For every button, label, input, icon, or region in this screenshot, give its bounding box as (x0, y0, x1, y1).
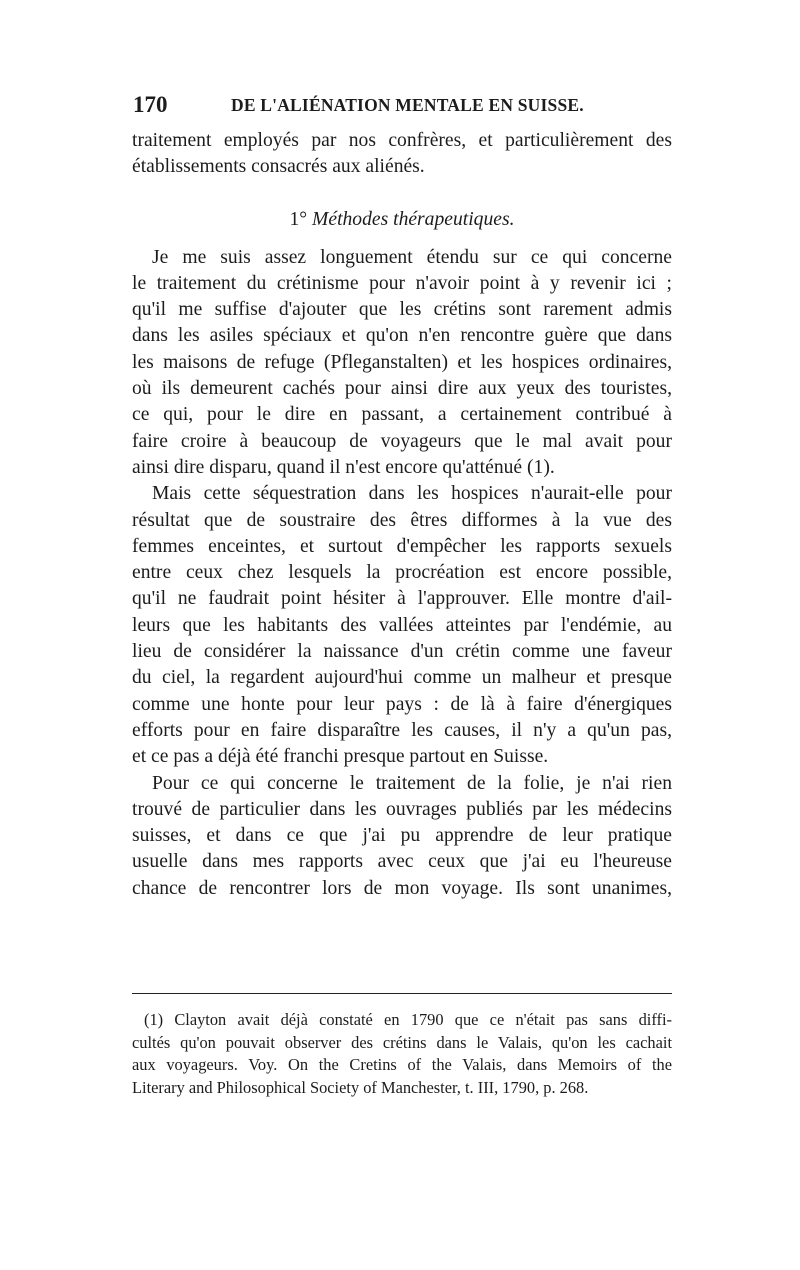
text-line: lieu de considérer la naissance d'un crétin comme une faveur (132, 641, 672, 663)
section-ordinal: 1° (289, 208, 308, 230)
text-line: trouvé de particulier dans les ouvrages publiés par les médecins (132, 798, 672, 820)
continuation-paragraph (132, 128, 672, 181)
text-line: qu'il ne faudrait point hésiter à l'approuver. Elle montre d'ail- (132, 588, 672, 610)
text-line: femmes enceintes, et surtout d'empêcher les rapports sexuels (132, 535, 672, 557)
text-line: résultat que de soustraire des êtres difformes à la vue des (132, 509, 672, 531)
text-line: les maisons de refuge (Pfleganstalten) et les hospices ordinaires, (132, 351, 672, 373)
text-line: usuelle dans mes rapports avec ceux que j'ai eu l'heureuse (132, 851, 672, 873)
running-head: DE L'ALIÉNATION MENTALE EN SUISSE. (231, 95, 584, 115)
text-line: ainsi dire disparu, quand il n'est encore qu'atténué (1). (132, 456, 555, 478)
page-header (133, 92, 678, 122)
footnote-line: cultés qu'on pouvait observer des crétins dans le Valais, qu'on les cachait (132, 1032, 672, 1052)
text-line: Pour ce qui concerne le traitement de la folie, je n'ai rien (152, 772, 672, 794)
body-text (132, 128, 672, 902)
footnote-divider (132, 993, 672, 994)
footnote-line: (1) Clayton avait déjà constaté en 1790 que ce n'était pas sans diffi- (144, 1010, 672, 1029)
paragraph-sequestration (132, 481, 672, 770)
text-line: établissements consacrés aux aliénés. (132, 156, 425, 178)
text-line: leurs que les habitants des vallées atteintes par l'endémie, au (132, 614, 672, 636)
footnote (132, 1009, 672, 1100)
text-line: du ciel, la regardent aujourd'hui comme un malheur et presque (132, 667, 672, 689)
text-line: et ce pas a déjà été franchi presque partout en Suisse. (132, 746, 549, 768)
section-heading (132, 207, 672, 233)
text-line: traitement employés par nos confrères, et particulièrement des (132, 130, 672, 151)
section-title: Méthodes thérapeutiques. (312, 208, 515, 230)
text-line: ce qui, pour le dire en passant, a certainement contribué à (132, 404, 672, 426)
text-line: le traitement du crétinisme pour n'avoir point à y revenir ici ; (132, 272, 672, 294)
footnote-line: Literary and Philosophical Society of Manchester, t. III, 1790, p. 268. (132, 1078, 589, 1098)
text-line: chance de rencontrer lors de mon voyage. Ils sont unanimes, (132, 877, 672, 899)
text-line: faire croire à beaucoup de voyageurs que le mal avait pour (132, 430, 672, 452)
paragraph-cretinism (132, 245, 672, 482)
text-line: où ils demeurent cachés pour ainsi dire aux yeux des touristes, (132, 378, 672, 400)
text-line: Je me suis assez longuement étendu sur ce qui concerne (152, 246, 672, 268)
text-line: entre ceux chez lesquels la procréation est encore possible, (132, 562, 672, 584)
paragraph-madness-treatment (132, 771, 672, 902)
text-line: comme une honte pour leur pays : de là à faire d'énergiques (132, 693, 672, 715)
footnote-line: aux voyageurs. Voy. On the Cretins of the Valais, dans Memoirs of the (132, 1055, 672, 1075)
text-line: Mais cette séquestration dans les hospices n'aurait-elle pour (152, 483, 672, 505)
text-line: suisses, et dans ce que j'ai pu apprendre de leur pratique (132, 825, 672, 847)
text-line: efforts pour en faire disparaître les causes, il n'y a qu'un pas, (132, 719, 672, 741)
text-line: dans les asiles spéciaux et qu'on n'en rencontre guère que dans (132, 325, 672, 347)
page-number: 170 (133, 92, 168, 117)
text-line: qu'il me suffise d'ajouter que les crétins sont rarement admis (132, 299, 672, 321)
